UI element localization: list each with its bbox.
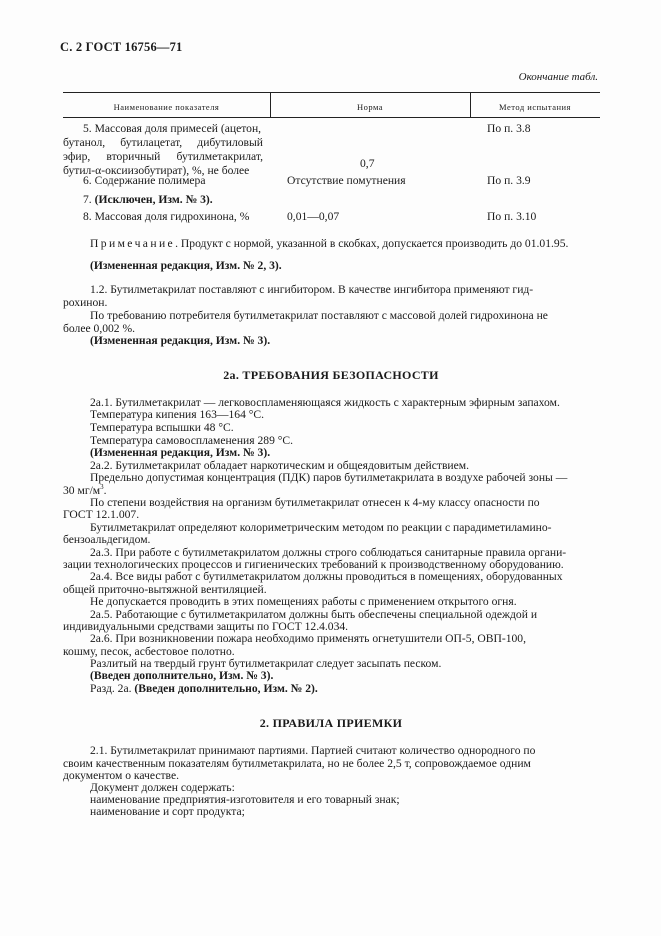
- paragraph-line: более 0,002 %.: [63, 322, 136, 335]
- paragraph-line: По требованию потребителя бутилметакрилат поставляют с массовой долей гидрохинона не: [90, 309, 548, 322]
- table-cell-method: По п. 3.9: [487, 174, 531, 187]
- paragraph-line: Температура самовоспламенения 289 °С.: [90, 434, 294, 447]
- paragraph-line: документом о качестве.: [63, 769, 179, 782]
- amendment-note: (Измененная редакция, Изм. № 2, 3).: [90, 259, 282, 272]
- section-ref: Разд. 2а.: [90, 682, 132, 695]
- paragraph-line: общей приточно-вытяжной вентиляцией.: [63, 583, 267, 596]
- paragraph-line: зации технологических процессов и гигиенических требований к производственному оборудованию.: [63, 558, 564, 571]
- amendment-note: (Измененная редакция, Изм. № 3).: [90, 446, 271, 459]
- note-text: . Продукт с нормой, указанной в скобках, допускается производить до 01.01.95.: [175, 237, 569, 250]
- paragraph-line: своим качественным показателям бутилметакрилата, но не более 2,5 т, сопровождаемое одним: [63, 757, 531, 770]
- paragraph-line: Документ должен содержать:: [90, 781, 235, 794]
- paragraph-line: кошму, песок, асбестовое полотно.: [63, 645, 235, 658]
- paragraph-line: 2а.3. При работе с бутилметакрилатом должны строго соблюдаться санитарные правила органи-: [90, 546, 567, 559]
- unit-period: .: [103, 484, 107, 497]
- section-title: 2. ПРАВИЛА ПРИЕМКИ: [259, 716, 403, 730]
- table-cell-method: По п. 3.8: [487, 122, 531, 135]
- table-cell-name: эфир, вторичный бутилметакрилат,: [63, 150, 263, 163]
- page-header: С. 2 ГОСТ 16756—71: [60, 40, 183, 54]
- table-header-rule: [63, 117, 600, 118]
- table-cell-name: 6. Содержание полимера: [83, 174, 206, 187]
- amendment-note: (Введен дополнительно, Изм. № 3).: [90, 669, 274, 682]
- section-title: 2а. ТРЕБОВАНИЯ БЕЗОПАСНОСТИ: [223, 368, 439, 382]
- table-cell-name: 5. Массовая доля примесей (ацетон,: [83, 122, 262, 135]
- table-column-header-method: Метод испытания: [499, 102, 571, 112]
- table-column-header-norm: Норма: [356, 102, 384, 112]
- table-column-header-name: Наименование показателя: [113, 102, 220, 112]
- table-note: [90, 237, 600, 251]
- paragraph-line: 2.1. Бутилметакрилат принимают партиями. Партией считают количество однородного по: [90, 744, 536, 757]
- excluded-label: (Исключен, Изм. № 3).: [94, 193, 213, 206]
- paragraph-line: 2а.4. Все виды работ с бутилметакрилатом должны проводиться в помещениях, оборудованных: [90, 570, 563, 583]
- paragraph-line: 2а.6. При возникновении пожара необходимо применять огнетушители ОП-5, ОВП-100,: [90, 632, 527, 645]
- table-cell-name: 8. Массовая доля гидрохинона, %: [83, 210, 250, 223]
- note-label: Примечание: [90, 237, 176, 250]
- paragraph-line: наименование предприятия-изготовителя и его товарный знак;: [90, 793, 400, 806]
- unit-text: 30 мг/м: [63, 484, 101, 497]
- paragraph-line: ГОСТ 12.1.007.: [63, 508, 140, 521]
- table-cell-name: 7. (Исключен, Изм. № 3).: [83, 193, 213, 206]
- amendment-text: (Введен дополнительно, Изм. № 2).: [134, 682, 318, 695]
- paragraph-line: Не допускается проводить в этих помещениях работы с применением открытого огня.: [90, 595, 517, 608]
- paragraph-line: По степени воздействия на организм бутилметакрилат отнесен к 4-му классу опасности по: [90, 496, 540, 509]
- table-top-rule: [63, 92, 600, 93]
- table-cell-norm: Отсутствие помутнения: [287, 174, 406, 187]
- table-cell-method: По п. 3.10: [487, 210, 537, 223]
- paragraph-line: рохинон.: [63, 296, 108, 309]
- table-cell-norm: 0,01—0,07: [287, 210, 340, 223]
- paragraph-line: 1.2. Бутилметакрилат поставляют с ингибитором. В качестве ингибитора применяют гид-: [90, 283, 534, 296]
- unit-superscript: 3: [100, 483, 104, 492]
- table-cell-norm: 0,7: [360, 157, 375, 170]
- table-cell-name: бутанол, бутилацетат, дибутиловый: [63, 136, 263, 149]
- paragraph-line: наименование и сорт продукта;: [90, 805, 245, 818]
- amendment-note: [90, 682, 626, 696]
- paragraph-line: 2а.1. Бутилметакрилат — легковоспламеняющаяся жидкость с характерным эфирным запахом.: [90, 396, 560, 409]
- amendment-note: (Измененная редакция, Изм. № 3).: [90, 334, 271, 347]
- paragraph-line: Предельно допустимая концентрация (ПДК) паров бутилметакрилата в воздухе рабочей зоны —: [90, 471, 568, 484]
- paragraph-line: 2а.2. Бутилметакрилат обладает наркотическим и общеядовитым действием.: [90, 459, 469, 472]
- paragraph-line: 2а.5. Работающие с бутилметакрилатом должны быть обеспечены специальной одеждой и: [90, 608, 538, 621]
- paragraph-line: Бутилметакрилат определяют колориметрическим методом по реакции с парадиметиламино-: [90, 521, 552, 534]
- paragraph-line: Температура кипения 163—164 °С.: [90, 408, 265, 421]
- paragraph-line: бензоальдегидом.: [63, 533, 151, 546]
- paragraph-line: Температура вспышки 48 °С.: [90, 421, 234, 434]
- table-caption: Окончание табл.: [518, 71, 598, 83]
- paragraph-line: Разлитый на твердый грунт бутилметакрилат следует засыпать песком.: [90, 657, 442, 670]
- table-cell-name: бутил-α-оксиизобутират), %, не более: [63, 164, 250, 177]
- paragraph-line: индивидуальными средствами защиты по ГОСТ 12.4.034.: [63, 620, 349, 633]
